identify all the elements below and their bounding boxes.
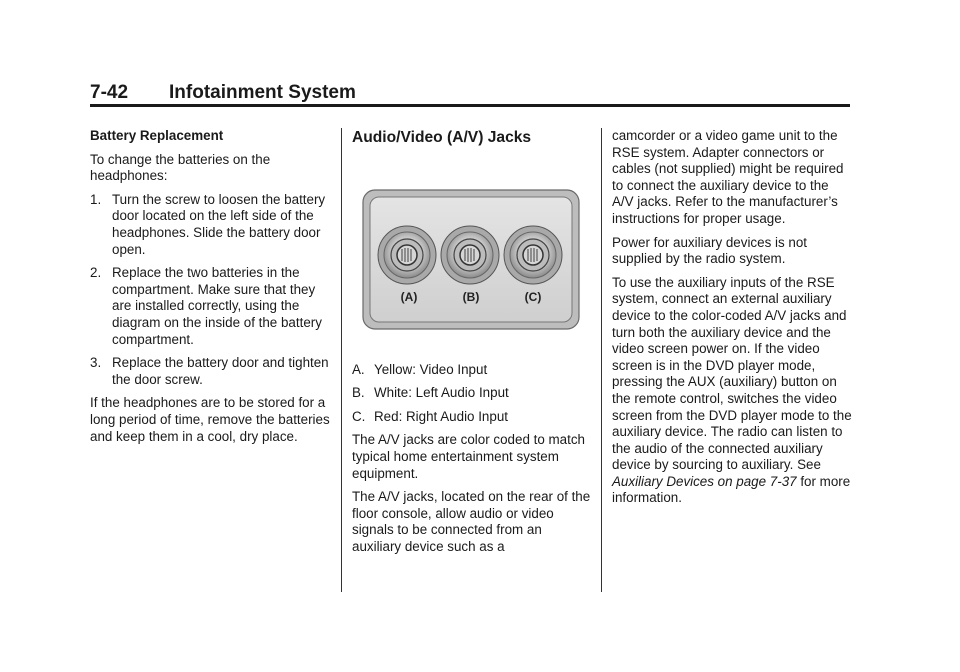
paragraph-location: The A/V jacks, located on the rear of the floor console, allow audio or video signals to be connected from an auxiliary device such as a [352,489,591,554]
legend-item-a [352,362,592,379]
usage-text-end: for more information. [612,473,851,506]
legend-letter: A. [352,361,365,377]
jack-c [504,226,562,284]
jack-a [378,226,436,284]
step-text: Turn the screw to loosen the battery door located on the left side of the headphones. Slide the battery door open. [112,191,326,257]
paragraph-continued: camcorder or a video game unit to the RSE system. Adapter connectors or cables (not supplied) might be required to connect the auxiliary device to the A/V jacks. Refer to the manufacturer’s instructions for proper usage. [612,128,844,226]
figure-label-a: (A) [400,290,418,304]
page-header [90,82,850,104]
paragraph-usage [612,275,852,507]
column-1 [90,128,330,452]
step-number: 1. [90,191,102,207]
chapter-title: Infotainment System [169,82,356,103]
legend-letter: B. [352,385,365,401]
paragraph-power: Power for auxiliary devices is not supplied by the radio system. [612,234,807,267]
av-jacks-figure [362,189,580,330]
legend-letter: C. [352,408,366,424]
paragraph-color-coded: The A/V jacks are color coded to match typical home entertainment system equipment. [352,432,585,481]
step-text: Replace the battery door and tighten the door screw. [112,355,329,387]
cross-reference-link[interactable]: Auxiliary Devices on page 7-37 [612,473,797,489]
step-text: Replace the two batteries in the compartment. Make sure that they are installed correctly, using the diagram on the inside of the battery compartment. [112,265,322,347]
jack-b [441,226,499,284]
section-heading: Audio/Video (A/V) Jacks [352,129,532,146]
column-divider-1 [341,128,342,592]
header-rule [90,104,850,107]
figure-label-b: (B) [462,290,480,304]
figure-label-c: (C) [524,290,542,304]
legend-item-b [352,385,592,402]
column-divider-2 [601,128,602,592]
legend-text: Red: Right Audio Input [374,408,508,424]
subheading-battery-replacement: Battery Replacement [90,128,224,143]
step-number: 3. [90,355,102,371]
usage-text: To use the auxiliary inputs of the RSE system, connect an external auxiliary device to the color-coded A/V jacks and turn both the auxiliary device and the video screen power on. If the video screen is in the DVD player mode, pressing the AUX (auxiliary) button on the remote control, switches the video screen from the DVD player mode to the auxiliary device. The radio can listen to the audio of the connected auxiliary device by sourcing to auxiliary. See [612,274,852,473]
column-3 [612,128,852,514]
step-1 [90,192,330,258]
legend-text: White: Left Audio Input [374,385,509,401]
intro-paragraph: To change the batteries on the headphones: [90,151,271,184]
legend-item-c [352,409,592,426]
step-2 [90,265,330,348]
step-number: 2. [90,265,102,281]
step-3 [90,355,330,388]
page-number: 7-42 [90,82,129,103]
legend-text: Yellow: Video Input [374,361,488,377]
closing-paragraph: If the headphones are to be stored for a long period of time, remove the batteries and keep them in a cool, dry place. [90,395,330,444]
